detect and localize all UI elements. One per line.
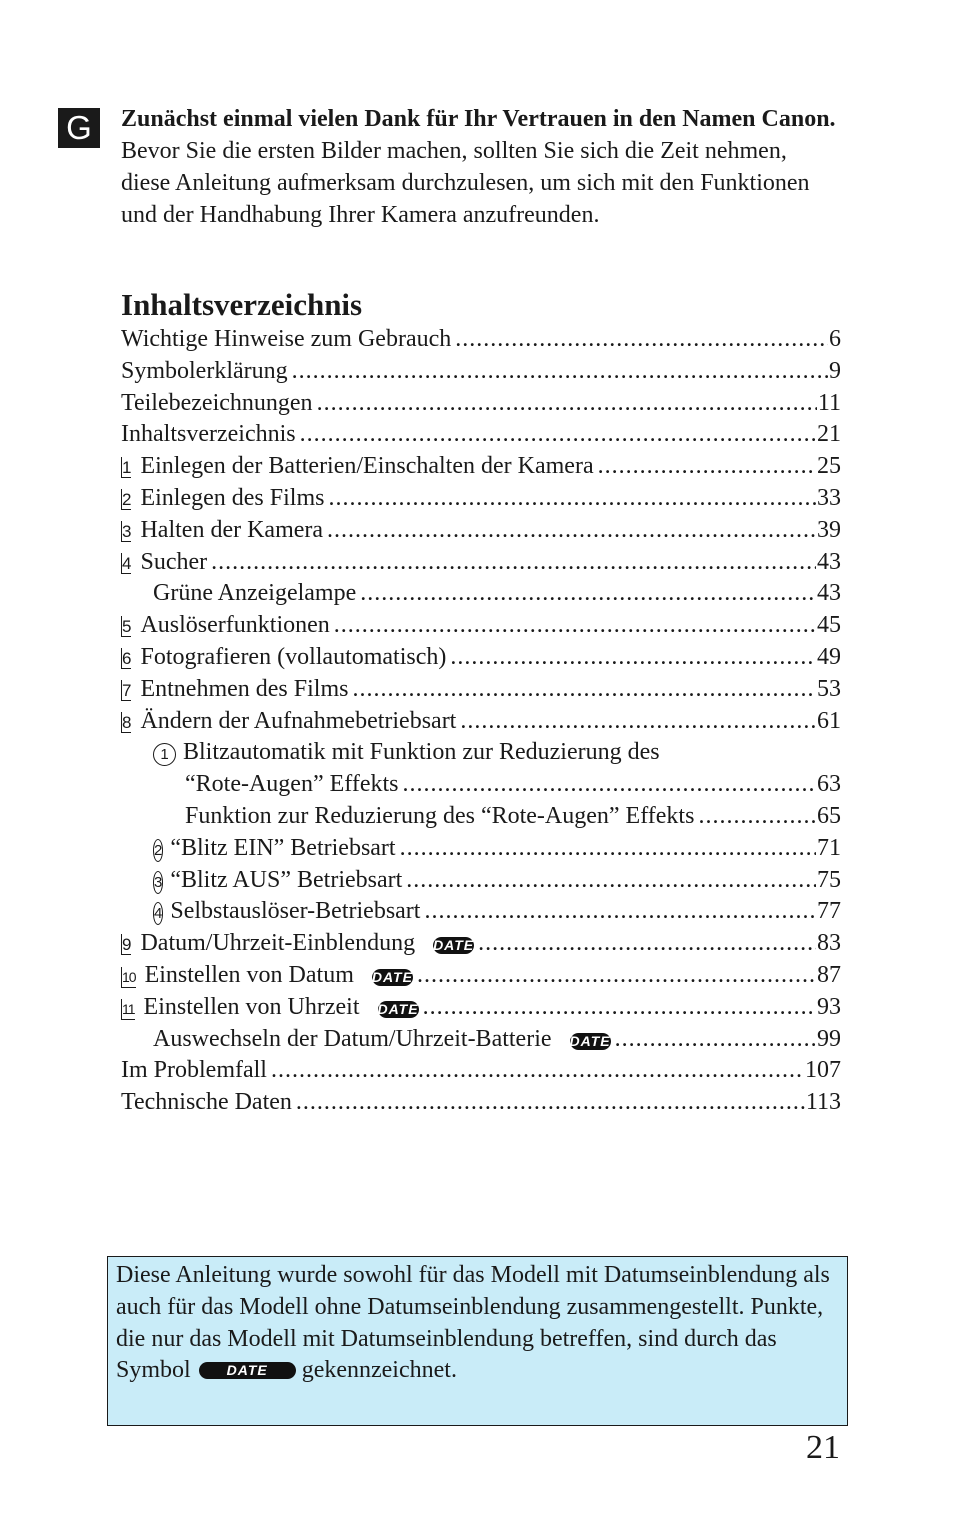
toc-entry-label: Grüne Anzeigelampe — [153, 580, 357, 607]
toc-entry[interactable] — [121, 642, 841, 674]
circled-number-marker: 3 — [153, 871, 163, 894]
toc-entry-page: 53 — [817, 675, 841, 702]
table-of-contents — [121, 324, 841, 1119]
toc-entry-label: “Blitz AUS” Betriebsart — [170, 866, 403, 893]
toc-entry[interactable] — [121, 960, 841, 992]
toc-entry[interactable] — [121, 515, 841, 547]
chapter-number-marker: 10 — [121, 967, 136, 988]
toc-leader-dots — [455, 324, 828, 356]
toc-entry-label: Inhaltsverzeichnis — [121, 421, 296, 448]
date-badge-icon: DATE — [569, 1032, 611, 1049]
toc-entry[interactable] — [121, 610, 841, 642]
toc-leader-dots — [334, 610, 816, 642]
intro-body: Bevor Sie die ersten Bilder machen, sollten Sie sich die Zeit nehmen, diese Anleitung aufmerksam durchzulesen, um sich mit den Funktionen und der Handhabung Ihrer Kamera anzufreunden. — [121, 138, 810, 228]
toc-leader-dots — [296, 1087, 805, 1119]
toc-entry[interactable] — [121, 547, 841, 579]
date-badge-icon: DATE — [371, 968, 413, 985]
chapter-number-marker: 4 — [122, 553, 132, 573]
toc-entry-page: 65 — [817, 802, 841, 829]
toc-entry-label: Im Problemfall — [121, 1057, 267, 1084]
toc-entry[interactable] — [121, 419, 841, 451]
date-badge-icon: DATE — [199, 1362, 296, 1379]
toc-entry-label: Selbstauslöser-Betriebsart — [170, 898, 421, 925]
toc-entry-page: 75 — [817, 866, 841, 893]
toc-entry[interactable] — [121, 674, 841, 706]
toc-entry-page: 107 — [805, 1057, 841, 1084]
toc-entry-label: Technische Daten — [121, 1089, 292, 1116]
toc-leader-dots — [698, 801, 816, 833]
toc-entry[interactable] — [121, 324, 841, 356]
intro-heading: Zunächst einmal vielen Dank für Ihr Vertrauen in den Namen Canon. — [121, 106, 836, 132]
chapter-number-marker: 5 — [122, 617, 132, 637]
toc-entry-page: 99 — [817, 1025, 841, 1052]
toc-entry-page: 113 — [805, 1089, 841, 1116]
toc-entry[interactable] — [121, 483, 841, 515]
toc-entry-page: 45 — [817, 612, 841, 639]
toc-entry-label: Auswechseln der Datum/Uhrzeit-Batterie — [153, 1025, 552, 1052]
toc-entry-page: 93 — [817, 993, 841, 1020]
toc-entry-page: 39 — [817, 516, 841, 543]
chapter-number-marker: 6 — [122, 648, 132, 668]
toc-leader-dots — [460, 706, 816, 738]
toc-entry[interactable] — [121, 356, 841, 388]
chapter-number-marker: 8 — [122, 712, 132, 732]
toc-leader-dots — [328, 483, 816, 515]
toc-entry-page: 11 — [817, 389, 841, 416]
toc-leader-dots — [211, 547, 816, 579]
toc-entry-page: 49 — [817, 643, 841, 670]
toc-leader-dots — [598, 451, 816, 483]
toc-entry[interactable] — [121, 992, 841, 1024]
toc-leader-dots — [271, 1055, 804, 1087]
toc-entry-label: Halten der Kamera — [140, 516, 324, 543]
toc-leader-dots — [360, 578, 816, 610]
note-text-end: gekennzeichnet. — [301, 1357, 457, 1384]
toc-entry-label: Funktion zur Reduzierung des “Rote-Augen” Effekts — [185, 802, 695, 829]
toc-entry-label: “Rote-Augen” Effekts — [185, 771, 399, 798]
toc-entry-page: 43 — [817, 580, 841, 607]
toc-entry[interactable] — [121, 865, 841, 897]
toc-entry-label: Sucher — [140, 548, 208, 575]
toc-leader-dots — [478, 928, 816, 960]
toc-leader-dots — [424, 896, 816, 928]
toc-leader-dots — [450, 642, 816, 674]
toc-entry[interactable] — [121, 737, 841, 769]
toc-entry[interactable] — [121, 801, 841, 833]
toc-entry-page: 61 — [817, 707, 841, 734]
toc-entry-page: 71 — [817, 834, 841, 861]
chapter-number-marker: 7 — [122, 680, 132, 700]
toc-entry-page: 21 — [817, 421, 841, 448]
toc-entry-label: Symbolerklärung — [121, 357, 288, 384]
toc-leader-dots — [402, 769, 816, 801]
toc-leader-dots — [317, 388, 817, 420]
toc-entry[interactable] — [121, 833, 841, 865]
toc-entry-page: 77 — [817, 898, 841, 925]
toc-entry-label: Einstellen von Datum — [144, 961, 354, 988]
toc-entry-page: 83 — [817, 930, 841, 957]
toc-entry[interactable] — [121, 578, 841, 610]
toc-entry-page: 43 — [817, 548, 841, 575]
toc-entry-label: Ändern der Aufnahmebetriebsart — [140, 707, 457, 734]
chapter-number-marker: 2 — [122, 489, 132, 509]
circled-number-marker: 1 — [153, 743, 176, 766]
toc-entry-label: Wichtige Hinweise zum Gebrauch — [121, 326, 452, 352]
toc-leader-dots — [615, 1024, 816, 1056]
date-badge-icon: DATE — [433, 937, 475, 954]
toc-leader-dots — [300, 419, 816, 451]
toc-leader-dots — [327, 515, 816, 547]
toc-entry-page: 9 — [829, 357, 841, 384]
toc-entry-label: Datum/Uhrzeit-Einblendung — [140, 930, 416, 957]
chapter-number-marker: 9 — [122, 935, 132, 955]
toc-entry-label: Fotografieren (vollautomatisch) — [140, 643, 447, 670]
toc-entry[interactable] — [121, 1055, 841, 1087]
chapter-number-marker: 3 — [122, 521, 132, 541]
toc-entry-page: 87 — [817, 961, 841, 988]
toc-entry-page: 6 — [829, 326, 841, 352]
toc-entry[interactable] — [121, 451, 841, 483]
toc-title: Inhaltsverzeichnis — [121, 287, 363, 322]
toc-leader-dots — [292, 356, 828, 388]
toc-entry-label: Einstellen von Uhrzeit — [143, 993, 360, 1020]
note-text: Diese Anleitung wurde sowohl für das Modell mit Datumseinblendung als auch für das Modell ohne Datumseinblendung zusammengestellt. Punkte, die nur das Modell mit Datumseinblendung betreffen, sind durch das Symbol — [116, 1262, 830, 1384]
toc-entry[interactable] — [121, 1087, 841, 1119]
toc-leader-dots — [352, 674, 816, 706]
toc-entry-label: Blitzautomatik mit Funktion zur Reduzierung des — [183, 739, 660, 766]
toc-entry-page: 25 — [817, 453, 841, 480]
toc-leader-dots — [417, 960, 816, 992]
toc-entry-label: Entnehmen des Films — [140, 675, 349, 702]
toc-entry[interactable] — [121, 896, 841, 928]
toc-entry-page: 63 — [817, 771, 841, 798]
chapter-number-marker: 11 — [121, 999, 135, 1020]
toc-entry[interactable] — [121, 769, 841, 801]
intro-section — [121, 103, 841, 231]
toc-entry-label: Einlegen der Batterien/Einschalten der Kamera — [140, 453, 594, 480]
page-number: 21 — [806, 1429, 840, 1466]
circled-number-marker: 4 — [153, 902, 163, 925]
toc-entry-label: Teilebezeichnungen — [121, 389, 313, 416]
toc-entry-page: 33 — [817, 484, 841, 511]
toc-entry-label: Einlegen des Films — [140, 484, 325, 511]
language-badge: G — [58, 108, 100, 148]
toc-leader-dots — [406, 865, 816, 897]
chapter-number-marker: 1 — [122, 458, 132, 478]
toc-entry[interactable] — [121, 928, 841, 960]
date-badge-icon: DATE — [377, 1000, 419, 1017]
toc-entry-label: “Blitz EIN” Betriebsart — [170, 834, 396, 861]
toc-entry[interactable] — [121, 388, 841, 420]
circled-number-marker: 2 — [153, 839, 163, 862]
toc-leader-dots — [400, 833, 816, 865]
info-note-box — [107, 1256, 848, 1426]
toc-entry-label: Auslöserfunktionen — [140, 612, 330, 639]
toc-entry[interactable] — [121, 706, 841, 738]
toc-entry[interactable] — [121, 1024, 841, 1056]
toc-leader-dots — [423, 992, 816, 1024]
